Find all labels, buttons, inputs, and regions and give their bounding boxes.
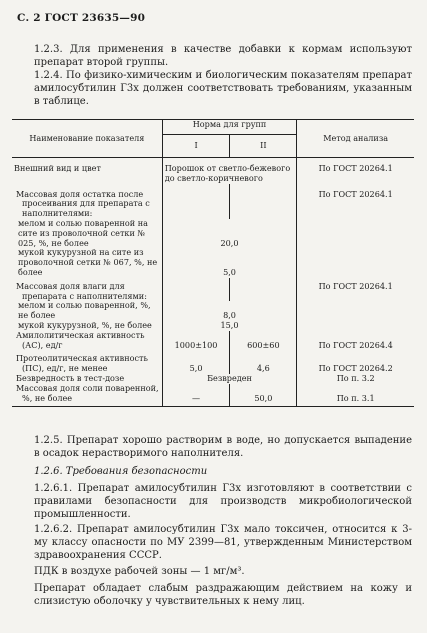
requirements-table <box>12 119 414 407</box>
paragraph-pdk <box>16 565 412 578</box>
table-row <box>12 350 414 374</box>
cell-group-1 <box>162 278 230 302</box>
table-row <box>12 278 414 302</box>
cell-merged-value: 5,0 <box>162 248 297 277</box>
section-heading-safety <box>16 465 412 478</box>
cell-name: Протеолитическая активность (ПС), ед/г, не менее <box>12 350 162 374</box>
column-header-method: Метод анализа <box>297 120 414 158</box>
paragraph-text: 1.2.5. Препарат хорошо растворим в воде, но допускается выпадение в осадок нерастворимого наполнителя. <box>34 435 412 460</box>
cell-group-1 <box>162 184 230 219</box>
cell-merged-value: 8,0 <box>162 301 297 321</box>
cell-name: Массовая доля влаги для препарата с наполнителями: <box>12 278 162 302</box>
cell-name: Массовая доля соли поваренной, %, не более <box>12 384 162 407</box>
section-heading-label: 1.2.6. Требования безопасности <box>34 466 208 477</box>
cell-method: По ГОСТ 20264.1 <box>318 280 393 291</box>
cell-name: мукой кукурузной, %, не более <box>12 321 162 331</box>
section-heading-text <box>16 465 412 478</box>
paragraph-1-2-4 <box>16 69 412 109</box>
cell-group-2: 4,6 <box>230 350 297 374</box>
cell-method: По п. 3.2 <box>336 372 375 383</box>
column-header-group-1: I <box>162 135 230 158</box>
cell-merged-value: 15,0 <box>162 321 297 331</box>
cell-method: По ГОСТ 20264.1 <box>318 163 393 173</box>
page-header: С. 2 ГОСТ 23635—90 <box>17 12 146 24</box>
cell-group-2 <box>230 278 297 302</box>
cell-method <box>297 219 414 248</box>
cell-method: По п. 3.1 <box>297 384 414 407</box>
column-header-name: Наименование показателя <box>12 120 162 158</box>
table-row <box>12 301 414 321</box>
cell-name: мукой кукурузной на сите из проволочной сетки № 067, %, не более <box>12 248 162 277</box>
paragraph-text: 1.2.6.2. Препарат амилосубтилин Г3х мало токсичен, относится к 3-му классу опасности по МУ 2399—81, утвержденным Министерством здравоохранения СССР. <box>34 524 412 562</box>
table-row <box>12 219 414 248</box>
cell-name: Безвредность в тест-дозе <box>12 374 162 384</box>
cell-name: Амилолитическая активность (АС), ед/г <box>12 331 162 351</box>
column-header-group-2: II <box>230 135 297 158</box>
paragraph-1-2-6-1 <box>16 482 412 522</box>
paragraph-text: 1.2.4. По физико-химическим и биологическим показателям препарат амилосубтилин Г3х должен соответствовать требованиям, указанным в таблице. <box>34 70 412 108</box>
cell-name: Массовая доля остатка после просеивания для препарата с наполнителями: <box>12 184 162 219</box>
cell-merged-value: Безвреден <box>162 374 297 384</box>
paragraph-1-2-3 <box>16 43 412 69</box>
paragraph-irritation <box>16 582 412 608</box>
table-row <box>12 384 414 407</box>
cell-method <box>297 301 414 321</box>
cell-method <box>297 248 414 277</box>
paragraph-text: ПДК в воздухе рабочей зоны — 1 мг/м³. <box>34 566 245 577</box>
cell-name: мелом и солью поваренной на сите из проволочной сетки № 025, %, не более <box>12 219 162 248</box>
cell-group-1: 5,0 <box>162 350 230 374</box>
cell-group-2: 50,0 <box>230 384 297 407</box>
table-row <box>12 248 414 277</box>
cell-group-2: 600±60 <box>230 331 297 351</box>
table-row <box>12 331 414 351</box>
cell-method <box>297 321 414 331</box>
cell-name: Внешний вид и цвет <box>12 158 162 184</box>
table-row <box>12 184 414 219</box>
paragraph-text: Препарат обладает слабым раздражающим действием на кожу и слизистую оболочку у чувствительных к нему лиц. <box>34 583 412 608</box>
paragraph-text: 1.2.6.1. Препарат амилосубтилин Г3х изготовляют в соответствии с правилами безопасности для производств микробиологической промышленности. <box>34 483 412 521</box>
cell-group-1: — <box>162 384 230 407</box>
cell-group-1: 1000±100 <box>162 331 230 351</box>
paragraph-text: 1.2.3. Для применения в качестве добавки к кормам используют препарат второй группы. <box>34 44 412 69</box>
cell-group-value: Порошок от светло-бежевого до светло-коричневого <box>162 158 297 184</box>
cell-method: По ГОСТ 20264.2 <box>318 363 393 374</box>
table-row <box>12 158 414 184</box>
cell-name: мелом и солью поваренной, %, не более <box>12 301 162 321</box>
cell-merged-value: 20,0 <box>162 219 297 248</box>
cell-group-2 <box>230 184 297 219</box>
cell-method: По ГОСТ 20264.1 <box>318 188 393 199</box>
column-header-norm: Норма для групп <box>162 120 297 135</box>
paragraph-1-2-6-2 <box>16 523 412 563</box>
paragraph-1-2-5 <box>16 434 412 460</box>
cell-method: По ГОСТ 20264.4 <box>318 339 393 350</box>
